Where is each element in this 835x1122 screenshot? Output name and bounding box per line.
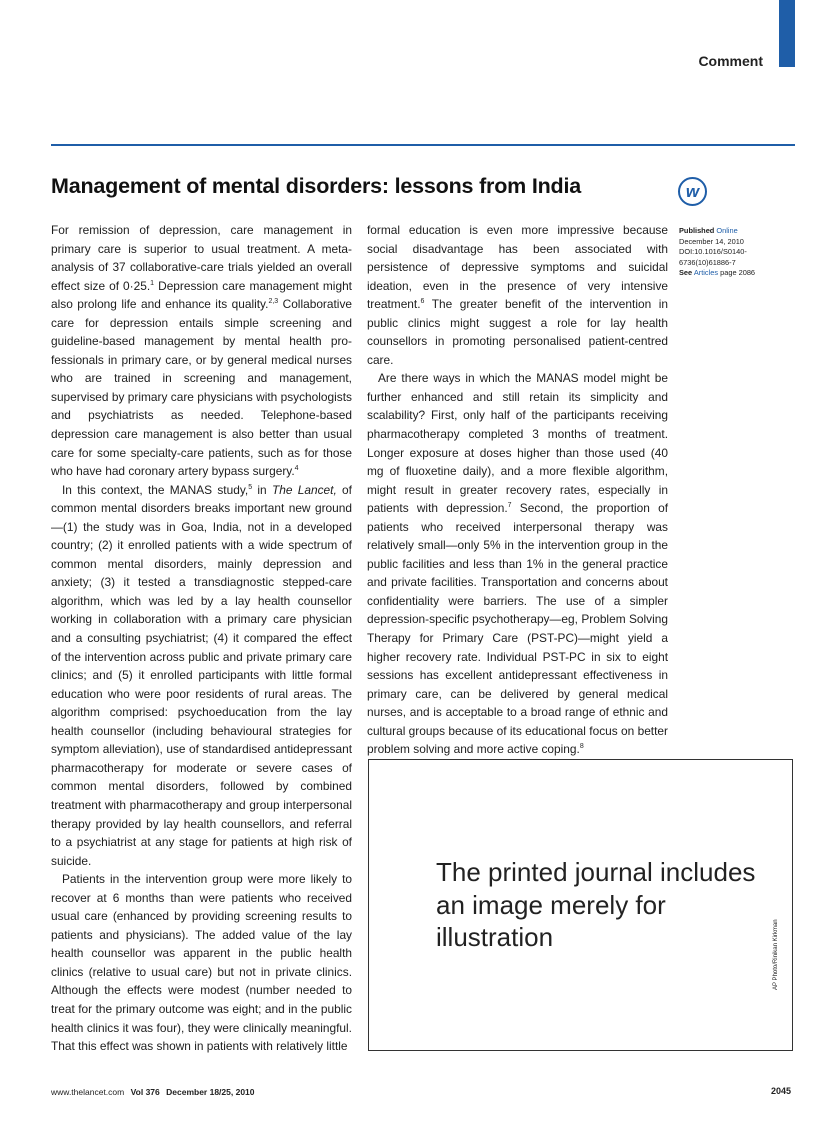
footer-citation: www.thelancet.com Vol 376 December 18/25, 2010 [51, 1087, 255, 1097]
reference-link[interactable]: 6 [420, 298, 425, 306]
header-rule [51, 144, 795, 146]
section-label: Comment [698, 53, 763, 69]
reference-link[interactable]: 1 [150, 279, 155, 287]
article-title: Management of mental disorders: lessons from India [51, 174, 581, 198]
paragraph: In this context, the MANAS study,$^5$ in The Lancet, of common mental disorders breaks important new ground—(1) the study was in Goa, India, not in a developed country; (2) it enrolled patients with a wide spectrum of common mental disorders, mainly depression and anxiety; (3) it tested a transdiagnostic stepped-care algorithm, which was led by a lay health counsellor working in collaboration with a primary care physician and a consulting psychiatrist; (4) it compared the effect of the intervention across public and private primary care clinics; and (5) it enrolled participants with little formal education who were poor residents of rural areas. The algorithm comprised: psychoeducation from the lay health counsellor (including behavioural strategies for symptom alleviation), use of standardised antidepressant pharmacotherapy for moderate or severe cases of common mental disorders, followed by combined treatment with pharmacotherapy and group interpersonal therapy provided by lay health counsellors, and referral to a psychiatrist at any stage for patients at high risk of suicide. [51, 482, 352, 868]
illustration-placeholder [368, 759, 793, 1051]
journal-website[interactable]: www.thelancet.com [51, 1087, 125, 1097]
paragraph: formal education is even more impressive because social disadvantage has been associated with persistence of depressive symptoms and suicidal ideation, even in the presence of very intensive treatment.$^6$ The greater benefit of the intervention in public clinics might suggest a role for lay health counsellors in promoting personalised patient-centred care. [367, 223, 668, 367]
paragraph: For remission of depression, care management in primary care is superior to usual treatment. A meta-analysis of 37 collaborative-care trials yielded an overall effect size of 0·25.$^1$ Depression care management might also prolong life and enhance its quality.$^{2,3}$ Collaborative care for depression entails simple screening and guideline-based management by mental health pro-fessionals in primary care, or by general medical nurses who are trained in screening and management, supervised by primary care physicians with psychologists and psychiatrists as needed. Telephone-based depression care management is also better than usual care for some specialty-care patients, such as for those who have had coronary artery bypass surgery.$^4$ [51, 223, 353, 479]
paragraph: Are there ways in which the MANAS model might be further enhanced and still retain its simplicity and scalability? First, only half of the participants receiving pharmacotherapy completed 3 months of treatment. Longer exposure at doses higher than those used (40 mg of fluoxetine daily), and a more flexible algorithm, might result in greater recovery rates, especially in patients with depression.$^7$ Second, the proportion of patients who received interpersonal therapy was relatively small—only 5% in the intervention group in the public facilities and less than 1% in the general practice and private facilities. Transportation and concerns about confidentiality were barriers. The use of a simpler depression-specific psychotherapy—eg, Problem Solving Therapy for Primary Care (PST-PC)—might yield a higher recovery rate. Individual PST-PC in six to eight sessions has excellent antidepressant effectiveness in primary care, can be delivered by general medical nurses, and is acceptable to a broad range of ethnic and cultural groups because of its educational focus on better problem solving and more active coping.$^8$ [367, 371, 668, 757]
web-extra-icon[interactable]: w [678, 177, 707, 206]
body-column-1 [51, 221, 352, 1056]
see-articles-link[interactable]: See Articles page 2086 [679, 268, 756, 278]
section-color-tab [779, 0, 795, 67]
doi: DOI:10.1016/S0140-6736(10)61886-7 [679, 247, 747, 267]
publication-sidebar: Published Online December 14, 2010 DOI:10.1016/S0140-6736(10)61886-7 See Articles page 2086 [679, 226, 775, 279]
illustration-caption: The printed journal includes an image merely for illustration [436, 857, 756, 952]
reference-link[interactable]: 8 [579, 743, 584, 751]
paragraph: Patients in the intervention group were more likely to recover at 6 months than were patients who received usual care (enhanced by providing screening results to patients and physicians). The added value of the lay health counsellor was apparent in the public health clinics (relative to usual care) but not in private clinics. Although the effects were modest (number needed to treat for the primary outcome was eight; and in the public health clinics it was four), they were clinically meaningful. That this effect was shown in patients with relatively little [51, 872, 352, 1054]
reference-link[interactable]: 4 [294, 465, 299, 473]
reference-link[interactable]: 7 [507, 502, 512, 510]
page-number: 2045 [770, 1086, 791, 1096]
reference-link[interactable]: 2,3 [268, 298, 279, 306]
reference-link[interactable]: 5 [248, 483, 253, 491]
published-date: December 14, 2010 [679, 236, 744, 246]
photo-credit: AP Photo/Rinikan Kirkman [773, 919, 779, 990]
body-column-2 [367, 221, 668, 759]
